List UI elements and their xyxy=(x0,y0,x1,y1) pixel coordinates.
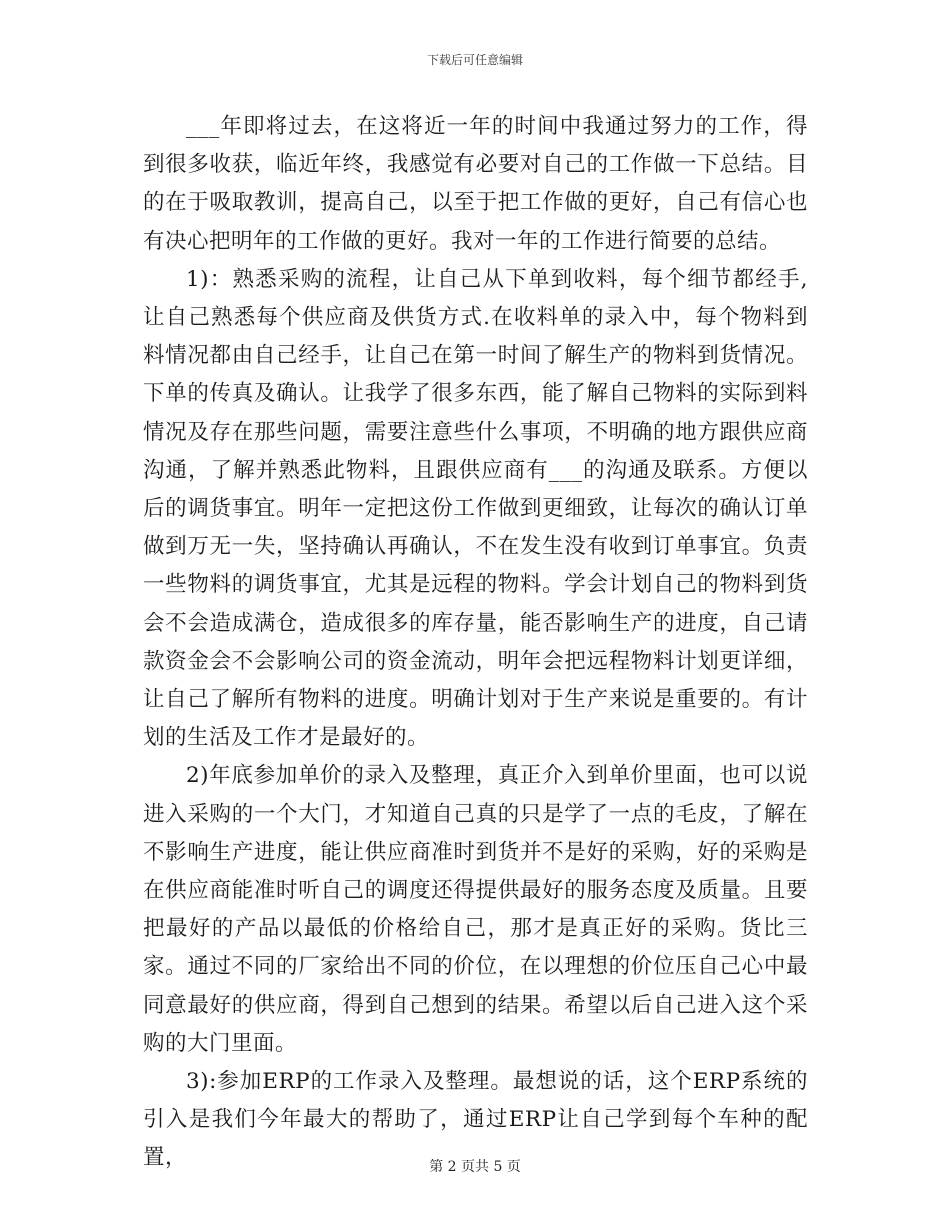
paragraph-item-1: 1)：熟悉采购的流程，让自己从下单到收料，每个细节都经手,让自己熟悉每个供应商及供货方式.在收料单的录入中，每个物料到料情况都由自己经手，让自己在第一时间了解生产的物料到货情况。下单的传真及确认。让我学了很多东西，能了解自己物料的实际到料情况及存在那些问题，需要注意些什么事项，不明确的地方跟供应商沟通，了解并熟悉此物料，且跟供应商有___的沟通及联系。方便以后的调货事宜。明年一定把这份工作做到更细致，让每次的确认订单做到万无一失，坚持确认再确认，不在发生没有收到订单事宜。负责一些物料的调货事宜，尤其是远程的物料。学会计划自己的物料到货会不会造成满仓，造成很多的库存量，能否影响生产的进度，自己请款资金会不会影响公司的资金流动，明年会把远程物料计划更详细，让自己了解所有物料的进度。明确计划对于生产来说是重要的。有计划的生活及工作才是最好的。 xyxy=(143,266,808,751)
paragraph-intro: ___年即将过去，在这将近一年的时间中我通过努力的工作，得到很多收获，临近年终，我感觉有必要对自己的工作做一下总结。目的在于吸取教训，提高自己，以至于把工作做的更好，自己有信心也有决心把明年的工作做的更好。我对一年的工作进行简要的总结。 xyxy=(143,114,808,254)
paragraph-item-3: 3):参加ERP的工作录入及整理。最想说的话，这个ERP系统的引入是我们今年最大的帮助了，通过ERP让自己学到每个车种的配置， xyxy=(143,1069,808,1171)
page-header: 下载后可任意编辑 xyxy=(426,53,523,67)
page-number: 第 2 页共 5 页 xyxy=(429,1159,521,1175)
document-body xyxy=(143,108,808,1178)
paragraph-item-2: 2)年底参加单价的录入及整理，真正介入到单价里面，也可以说进入采购的一个大门，才知道自己真的只是学了一点的毛皮，了解在不影响生产进度，能让供应商准时到货并不是好的采购，好的采购是在供应商能准时听自己的调度还得提供最好的服务态度及质量。且要把最好的产品以最低的价格给自己，那才是真正好的采购。货比三家。通过不同的厂家给出不同的价位，在以理想的价位压自己心中最同意最好的供应商，得到自己想到的结果。希望以后自己进入这个采购的大门里面。 xyxy=(143,763,808,1056)
